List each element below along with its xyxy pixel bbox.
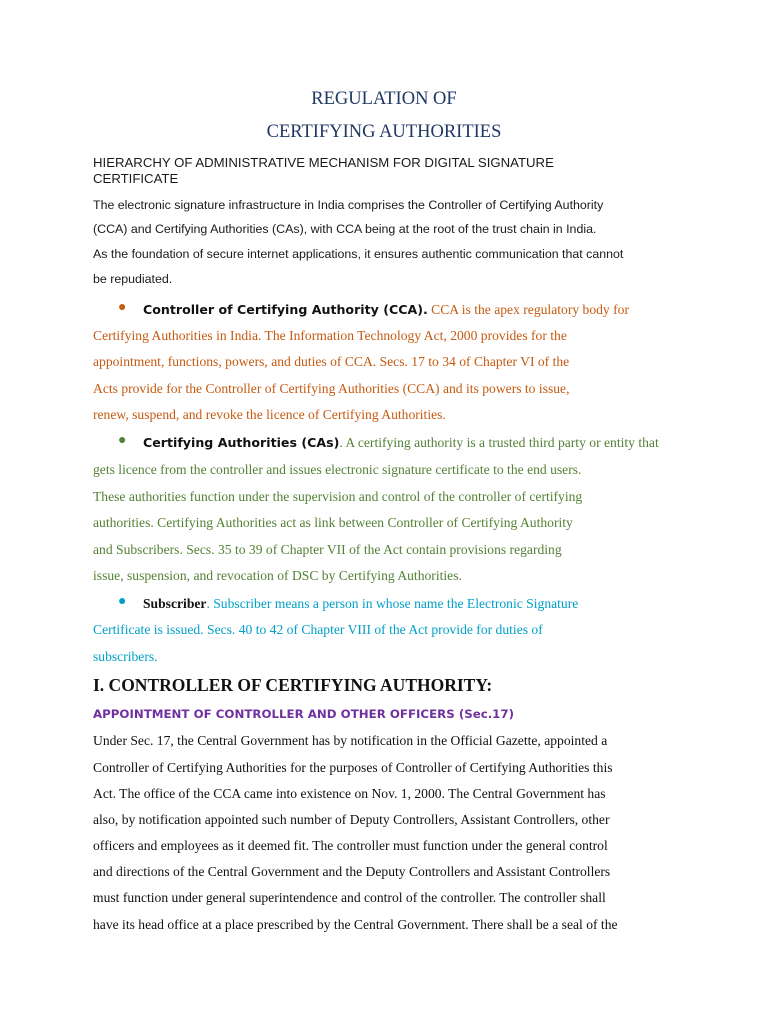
bullet-icon: ●	[118, 433, 127, 448]
bullet-subscriber-line: Certificate is issued. Secs. 40 to 42 of Chapter VIII of the Act provide for duties of	[93, 622, 543, 637]
bullet-cca-line: Acts provide for the Controller of Certifying Authorities (CCA) and its powers to issue,	[93, 381, 570, 396]
bullet-cca-line: renew, suspend, and revoke the licence of Certifying Authorities.	[93, 407, 446, 422]
bullet-cas-line: authorities. Certifying Authorities act as link between Controller of Certifying Authority	[93, 515, 573, 530]
bullet-cca-first-line	[143, 302, 629, 318]
bullet-cas-line: gets licence from the controller and issues electronic signature certificate to the end users.	[93, 462, 582, 477]
bullet-cas-text: . A certifying authority is a trusted third party or entity that	[339, 435, 659, 450]
body-line: Under Sec. 17, the Central Government has by notification in the Official Gazette, appointed a	[93, 733, 608, 748]
document-title-line-1: REGULATION OF	[311, 89, 457, 109]
bullet-subscriber-first-line	[143, 596, 578, 612]
body-line: Act. The office of the CCA came into existence on Nov. 1, 2000. The Central Government has	[93, 786, 606, 801]
bullet-cca-line: Certifying Authorities in India. The Information Technology Act, 2000 provides for the	[93, 328, 567, 343]
bullet-cas-heading: Certifying Authorities (CAs)	[143, 435, 340, 450]
bullet-icon: ●	[118, 594, 127, 609]
bullet-cas-line: issue, suspension, and revocation of DSC by Certifying Authorities.	[93, 568, 462, 583]
body-line: also, by notification appointed such number of Deputy Controllers, Assistant Controllers, other	[93, 812, 610, 827]
body-line: have its head office at a place prescribed by the Central Government. There shall be a seal of the	[93, 917, 618, 932]
bullet-cas-line: and Subscribers. Secs. 35 to 39 of Chapter VII of the Act contain provisions regarding	[93, 542, 562, 557]
bullet-cca-text: CCA is the apex regulatory body for	[427, 302, 629, 317]
body-line: officers and employees as it deemed fit. The controller must function under the general control	[93, 838, 608, 853]
body-line: and directions of the Central Government and the Deputy Controllers and Assistant Controllers	[93, 864, 611, 879]
intro-line: be repudiated.	[93, 272, 173, 286]
bullet-cas-first-line	[143, 435, 659, 451]
document-title-line-2: CERTIFYING AUTHORITIES	[266, 122, 502, 142]
body-line: must function under general superintendence and control of the controller. The controller shall	[93, 890, 606, 905]
bullet-subscriber-heading: Subscriber	[143, 596, 207, 611]
body-line: Controller of Certifying Authorities for the purposes of Controller of Certifying Authorities this	[93, 760, 613, 775]
bullet-cca-line: appointment, functions, powers, and duties of CCA. Secs. 17 to 34 of Chapter VI of the	[93, 354, 570, 369]
hierarchy-heading-line-2: CERTIFICATE	[93, 171, 179, 186]
intro-line: As the foundation of secure internet applications, it ensures authentic communication that cannot	[93, 247, 624, 261]
section-subheading: APPOINTMENT OF CONTROLLER AND OTHER OFFICERS (Sec.17)	[93, 707, 514, 721]
intro-line: The electronic signature infrastructure in India comprises the Controller of Certifying Authority	[93, 198, 604, 212]
hierarchy-heading-line-1: HIERARCHY OF ADMINISTRATIVE MECHANISM FOR DIGITAL SIGNATURE	[93, 155, 554, 170]
bullet-icon: ●	[118, 300, 127, 315]
bullet-subscriber-line: subscribers.	[93, 649, 158, 664]
intro-line: (CCA) and Certifying Authorities (CAs), with CCA being at the root of the trust chain in India.	[93, 222, 597, 236]
bullet-subscriber-text: . Subscriber means a person in whose name the Electronic Signature	[206, 596, 579, 611]
section-heading: I. CONTROLLER OF CERTIFYING AUTHORITY:	[93, 675, 493, 695]
bullet-cas-line: These authorities function under the supervision and control of the controller of certifying	[93, 489, 583, 504]
bullet-cca-heading: Controller of Certifying Authority (CCA).	[143, 302, 428, 317]
